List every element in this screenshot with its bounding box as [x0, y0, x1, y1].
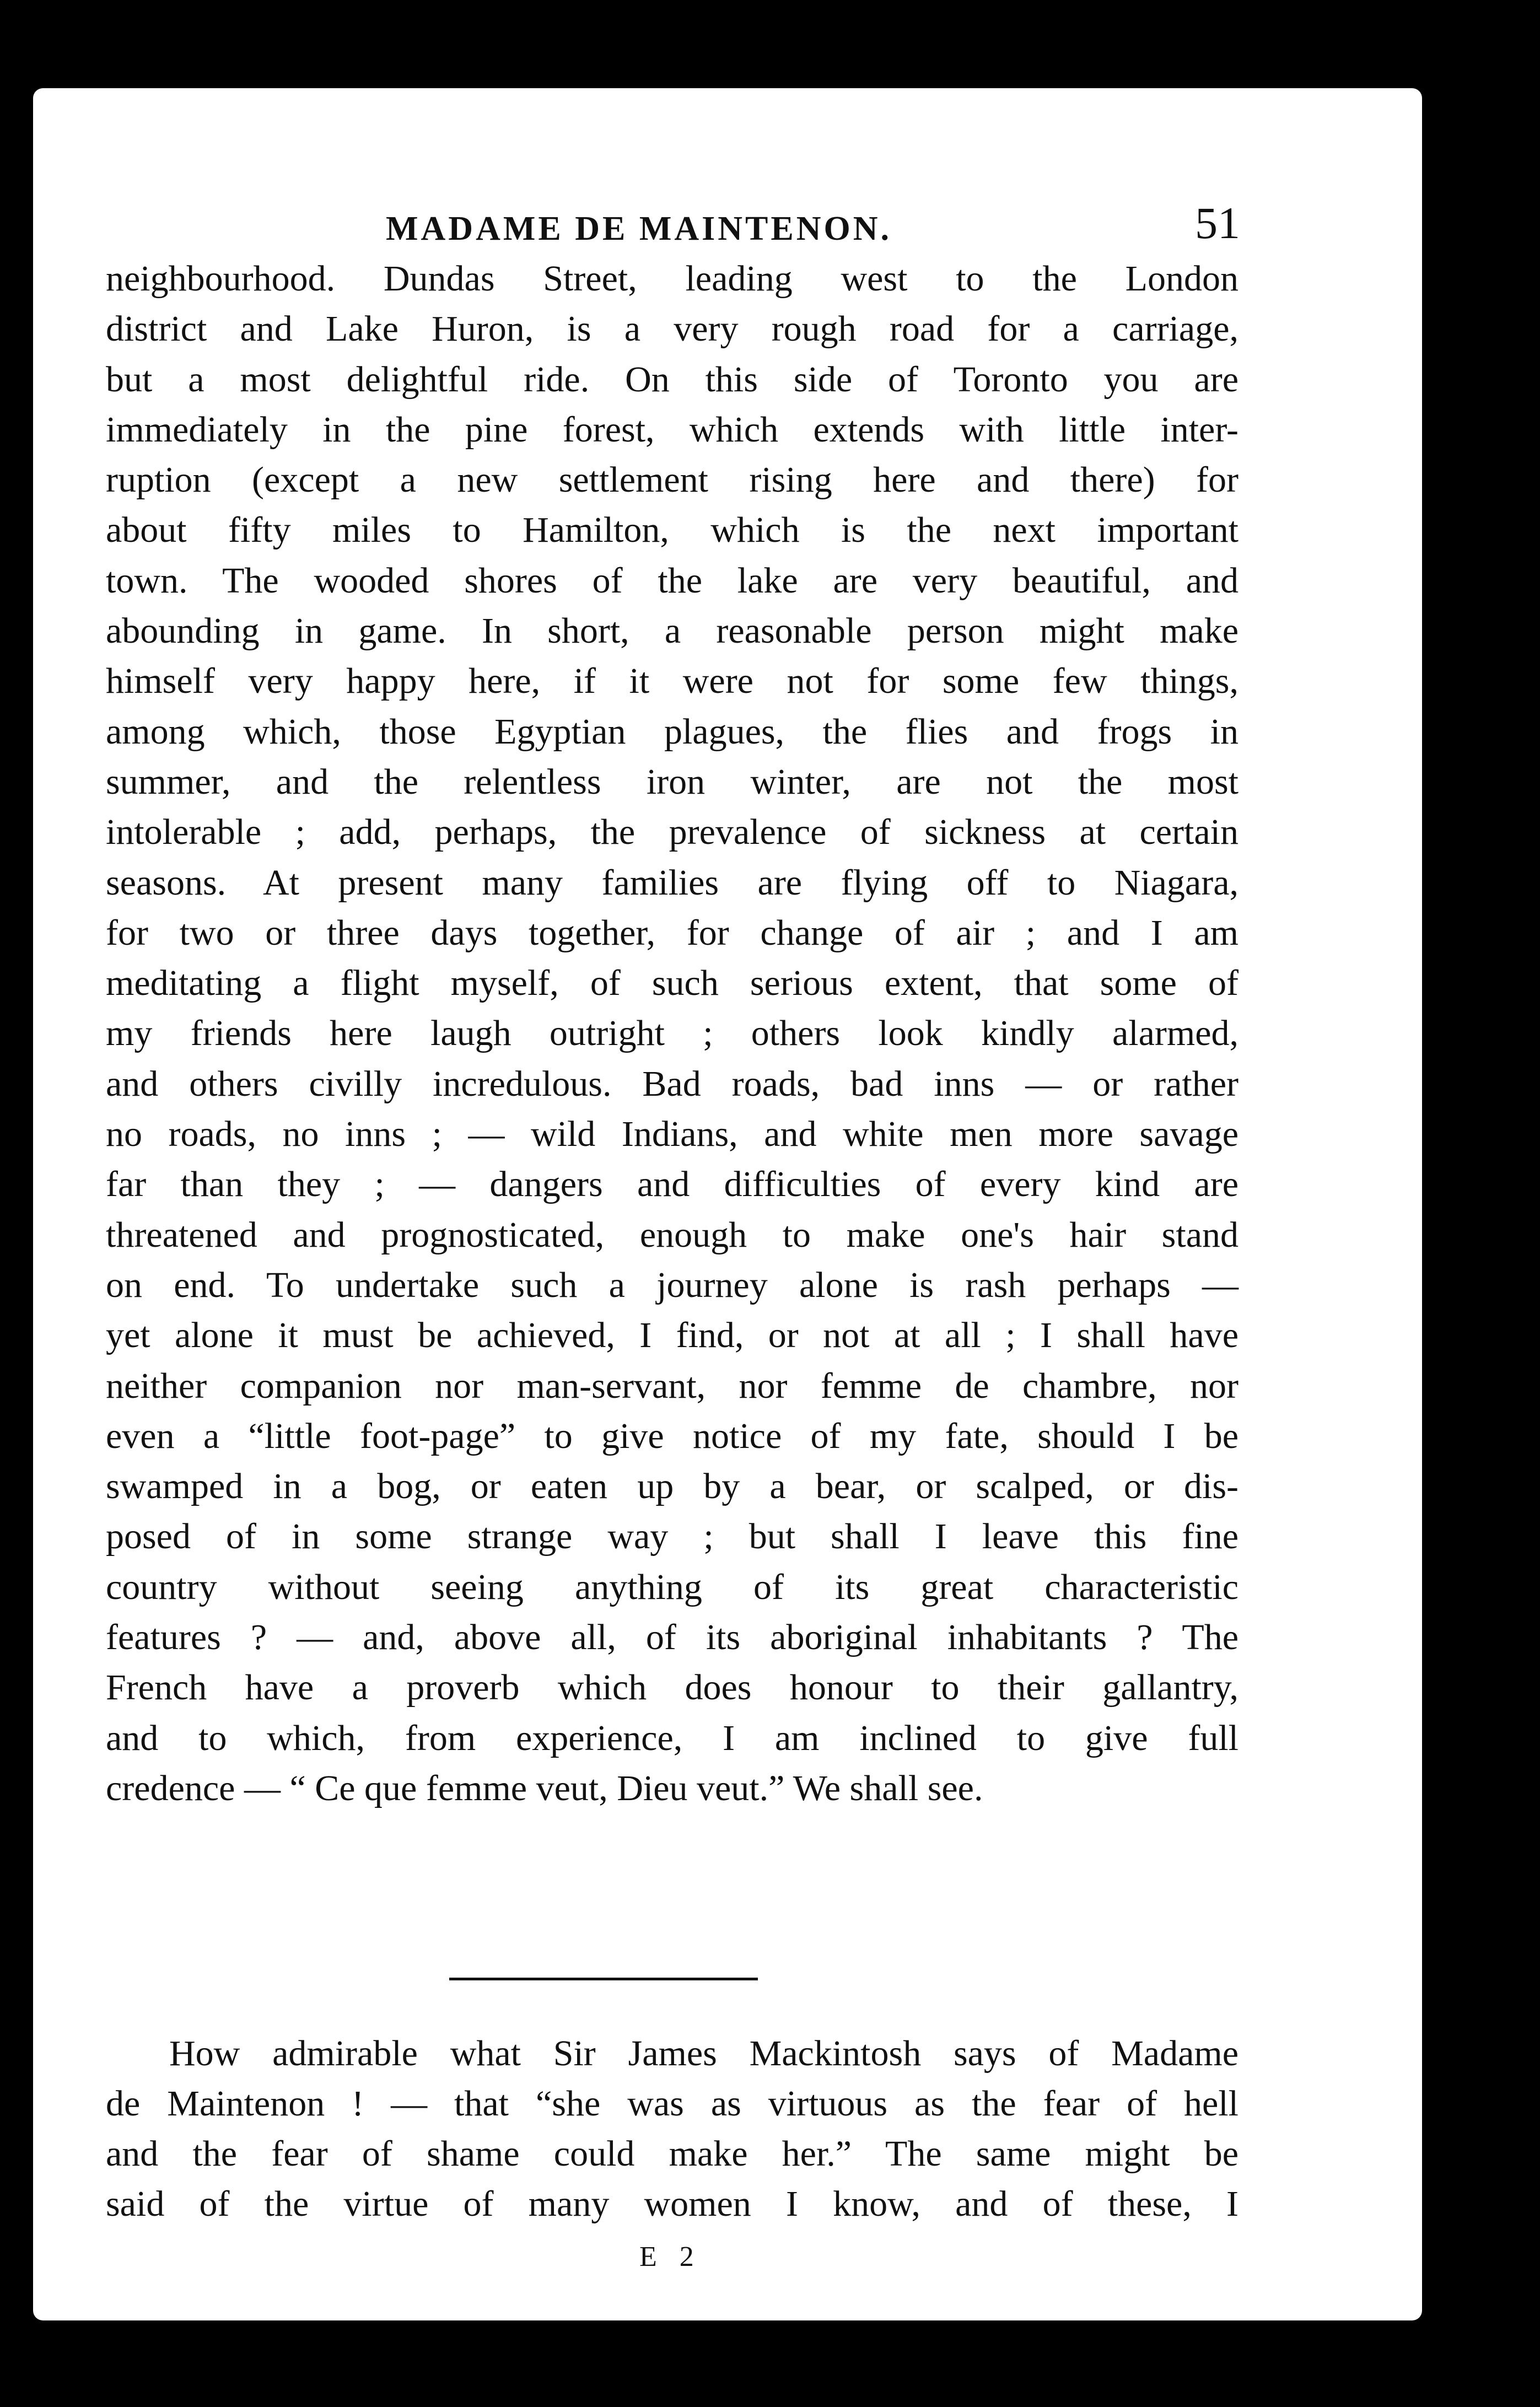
- text-line: district and Lake Huron, is a very rough road for a carriage,: [106, 309, 1239, 349]
- running-title: MADAME DE MAINTENON.: [386, 210, 892, 247]
- text-line: threatened and prognosticated, enough to make one's hair stand: [106, 1214, 1239, 1255]
- text-line: abounding in game. In short, a reasonable person might make: [106, 611, 1239, 651]
- text-line: country without seeing anything of its great characteristic: [106, 1566, 1239, 1607]
- page-number: 51: [1195, 198, 1240, 248]
- text-line: swamped in a bog, or eaten up by a bear, or scalped, or dis-: [106, 1466, 1239, 1507]
- text-line: How admirable what Sir James Mackintosh says of Madame: [169, 2033, 1239, 2074]
- text-line: features ? — and, above all, of its aboriginal inhabitants ? The: [106, 1617, 1239, 1658]
- text-line: far than they ; — dangers and difficulties of every kind are: [106, 1164, 1239, 1205]
- text-line: intolerable ; add, perhaps, the prevalence of sickness at certain: [106, 812, 1239, 853]
- text-line: himself very happy here, if it were not for some few things,: [106, 661, 1239, 702]
- text-line: neither companion nor man-servant, nor femme de chambre, nor: [106, 1365, 1239, 1406]
- text-line: said of the virtue of many women I know, and of these, I: [106, 2184, 1239, 2224]
- text-line: de Maintenon ! — that “she was as virtuous as the fear of hell: [106, 2083, 1239, 2124]
- text-line: summer, and the relentless iron winter, are not the most: [106, 761, 1239, 802]
- text-line: French have a proverb which does honour to their gallantry,: [106, 1667, 1239, 1708]
- book-page: [33, 88, 1422, 2320]
- text-line: among which, those Egyptian plagues, the flies and frogs in: [106, 711, 1239, 752]
- text-line: posed of in some strange way ; but shall I leave this fine: [106, 1516, 1239, 1557]
- text-line: yet alone it must be achieved, I find, or not at all ; I shall have: [106, 1315, 1239, 1356]
- section-divider: [449, 1978, 758, 1980]
- text-line: about fifty miles to Hamilton, which is the next important: [106, 510, 1239, 551]
- text-line: ruption (except a new settlement rising here and there) for: [106, 460, 1239, 500]
- text-line: meditating a flight myself, of such serious extent, that some of: [106, 963, 1239, 1004]
- text-line: and others civilly incredulous. Bad roads, bad inns — or rather: [106, 1063, 1239, 1104]
- text-line: and to which, from experience, I am inclined to give full: [106, 1717, 1239, 1758]
- text-line: but a most delightful ride. On this side of Toronto you are: [106, 359, 1239, 400]
- text-line: my friends here laugh outright ; others look kindly alarmed,: [106, 1013, 1239, 1054]
- running-header: [105, 197, 1240, 247]
- text-line: immediately in the pine forest, which extends with little inter-: [106, 409, 1239, 450]
- note-text: [106, 2028, 1239, 2229]
- text-line: even a “little foot-page” to give notice of my fate, should I be: [106, 1415, 1239, 1456]
- text-line: no roads, no inns ; — wild Indians, and white men more savage: [106, 1114, 1239, 1155]
- text-line: on end. To undertake such a journey alone is rash perhaps —: [106, 1264, 1239, 1305]
- text-line: for two or three days together, for change of air ; and I am: [106, 912, 1239, 953]
- text-line: credence — “ Ce que femme veut, Dieu veut.” We shall see.: [106, 1768, 983, 1808]
- text-line: seasons. At present many families are flying off to Niagara,: [106, 862, 1239, 903]
- text-line: town. The wooded shores of the lake are very beautiful, and: [106, 560, 1239, 601]
- text-line: and the fear of shame could make her.” The same might be: [106, 2134, 1239, 2174]
- text-line: neighbourhood. Dundas Street, leading west to the London: [106, 259, 1239, 299]
- printer-signature: E 2: [639, 2241, 702, 2273]
- main-text: [106, 254, 1239, 1813]
